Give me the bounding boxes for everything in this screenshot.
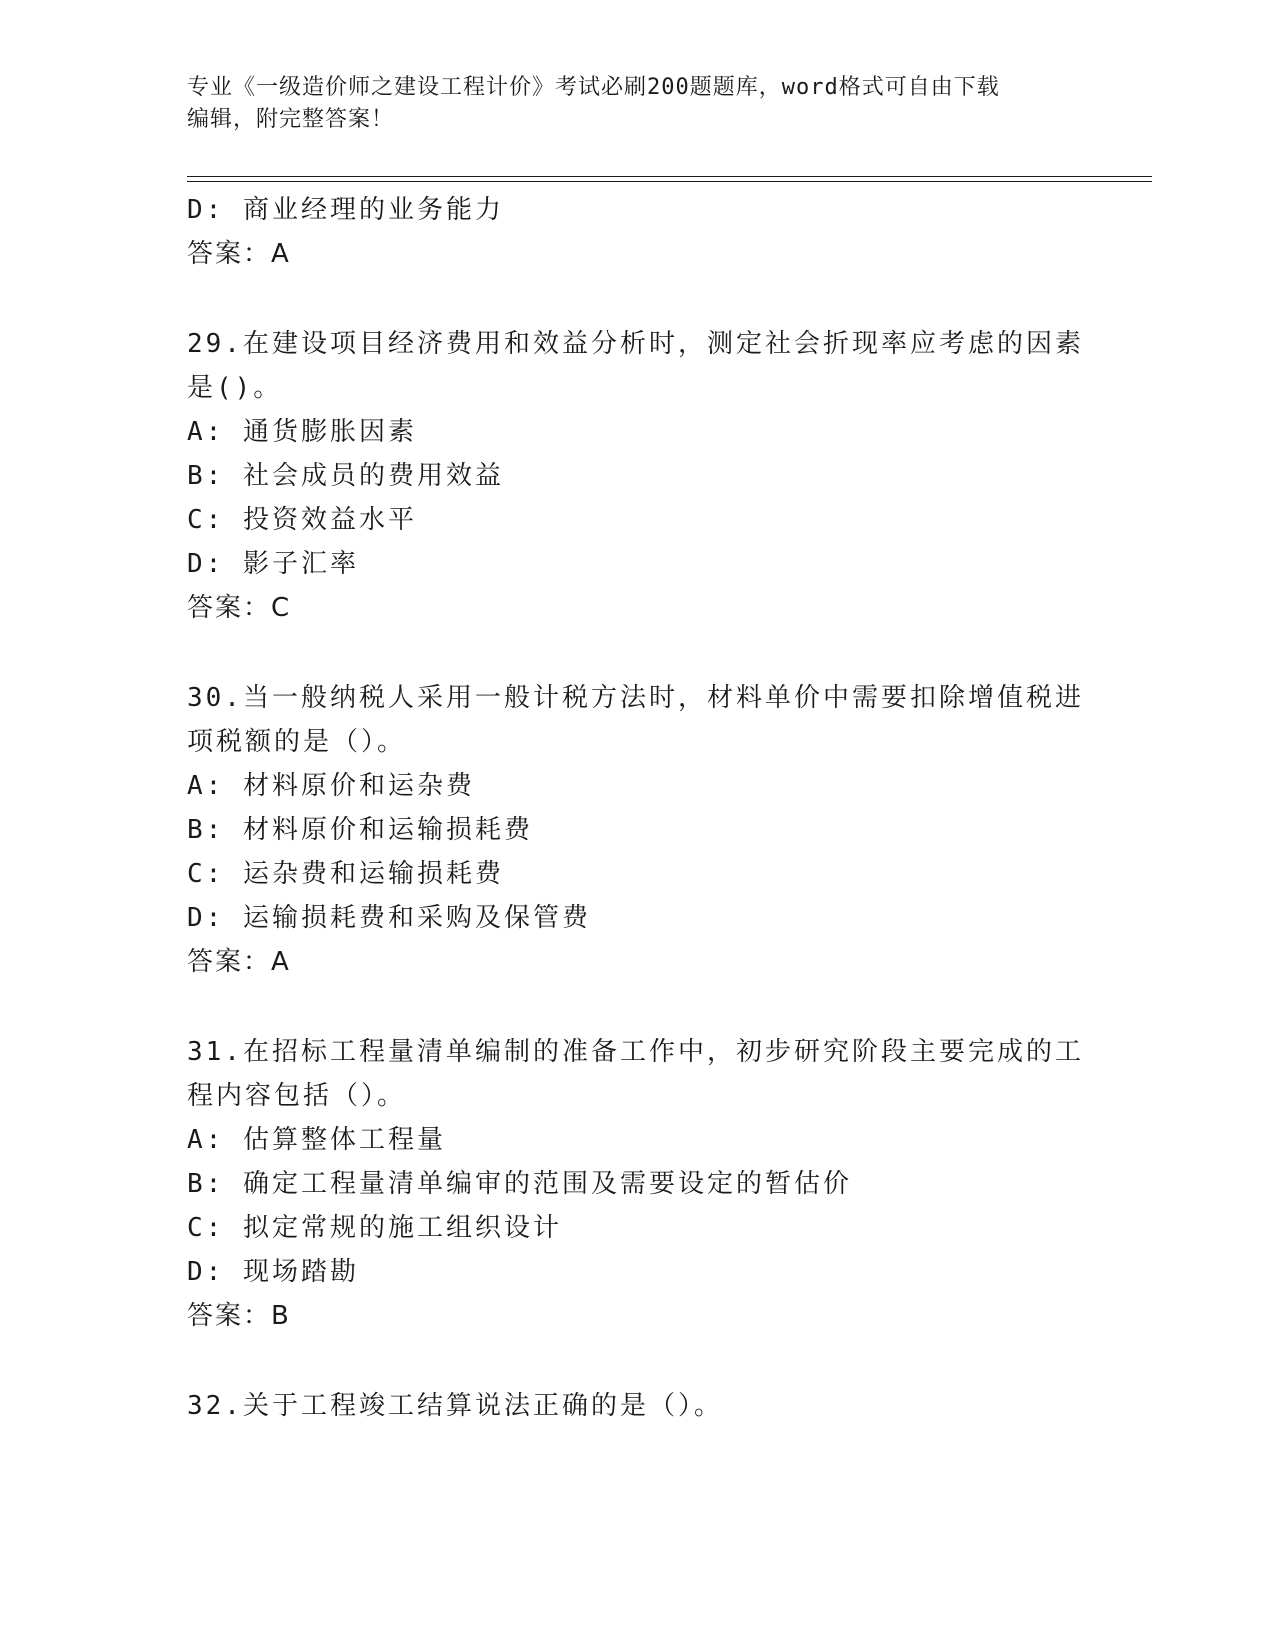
q29-option-b: B: 社会成员的费用效益 xyxy=(187,461,504,491)
q29-option-c: C: 投资效益水平 xyxy=(187,505,417,535)
q30-option-c: C: 运杂费和运输损耗费 xyxy=(187,859,504,889)
q29-option-d: D: 影子汇率 xyxy=(187,549,359,579)
q29-stem-line-1: 29.在建设项目经济费用和效益分析时，测定社会折现率应考虑的因素 xyxy=(187,329,1084,359)
q30-option-a: A: 材料原价和运杂费 xyxy=(187,771,475,801)
header-divider-bottom xyxy=(187,181,1152,182)
q30-option-b: B: 材料原价和运输损耗费 xyxy=(187,815,533,845)
q31-stem-line-2: 程内容包括（）。 xyxy=(187,1081,407,1111)
q28-option-d: D: 商业经理的业务能力 xyxy=(187,195,504,225)
q30-stem-line-2: 项税额的是（）。 xyxy=(187,727,407,757)
document-header xyxy=(187,72,1087,136)
q30-stem-line-1: 30.当一般纳税人采用一般计税方法时，材料单价中需要扣除增值税进 xyxy=(187,683,1084,713)
q32-stem-line-1: 32.关于工程竣工结算说法正确的是（）。 xyxy=(187,1391,723,1421)
q29-answer: 答案：C xyxy=(187,593,292,623)
q31-option-b: B: 确定工程量清单编审的范围及需要设定的暂估价 xyxy=(187,1169,852,1199)
q31-answer: 答案：B xyxy=(187,1301,291,1331)
q31-option-a: A: 估算整体工程量 xyxy=(187,1125,446,1155)
q31-option-c: C: 拟定常规的施工组织设计 xyxy=(187,1213,562,1243)
q29-stem-line-2: 是()。 xyxy=(187,373,283,403)
q31-stem-line-1: 31.在招标工程量清单编制的准备工作中，初步研究阶段主要完成的工 xyxy=(187,1037,1084,1067)
q31-option-d: D: 现场踏勘 xyxy=(187,1257,359,1287)
q30-answer: 答案：A xyxy=(187,947,291,977)
q29-option-a: A: 通货膨胀因素 xyxy=(187,417,417,447)
header-line-2: 编辑，附完整答案！ xyxy=(187,107,395,132)
q30-option-d: D: 运输损耗费和采购及保管费 xyxy=(187,903,591,933)
q28-answer: 答案：A xyxy=(187,239,291,269)
header-line-1: 专业《一级造价师之建设工程计价》考试必刷200题题库，word格式可自由下载 xyxy=(187,75,1000,100)
header-divider-top xyxy=(187,176,1152,177)
